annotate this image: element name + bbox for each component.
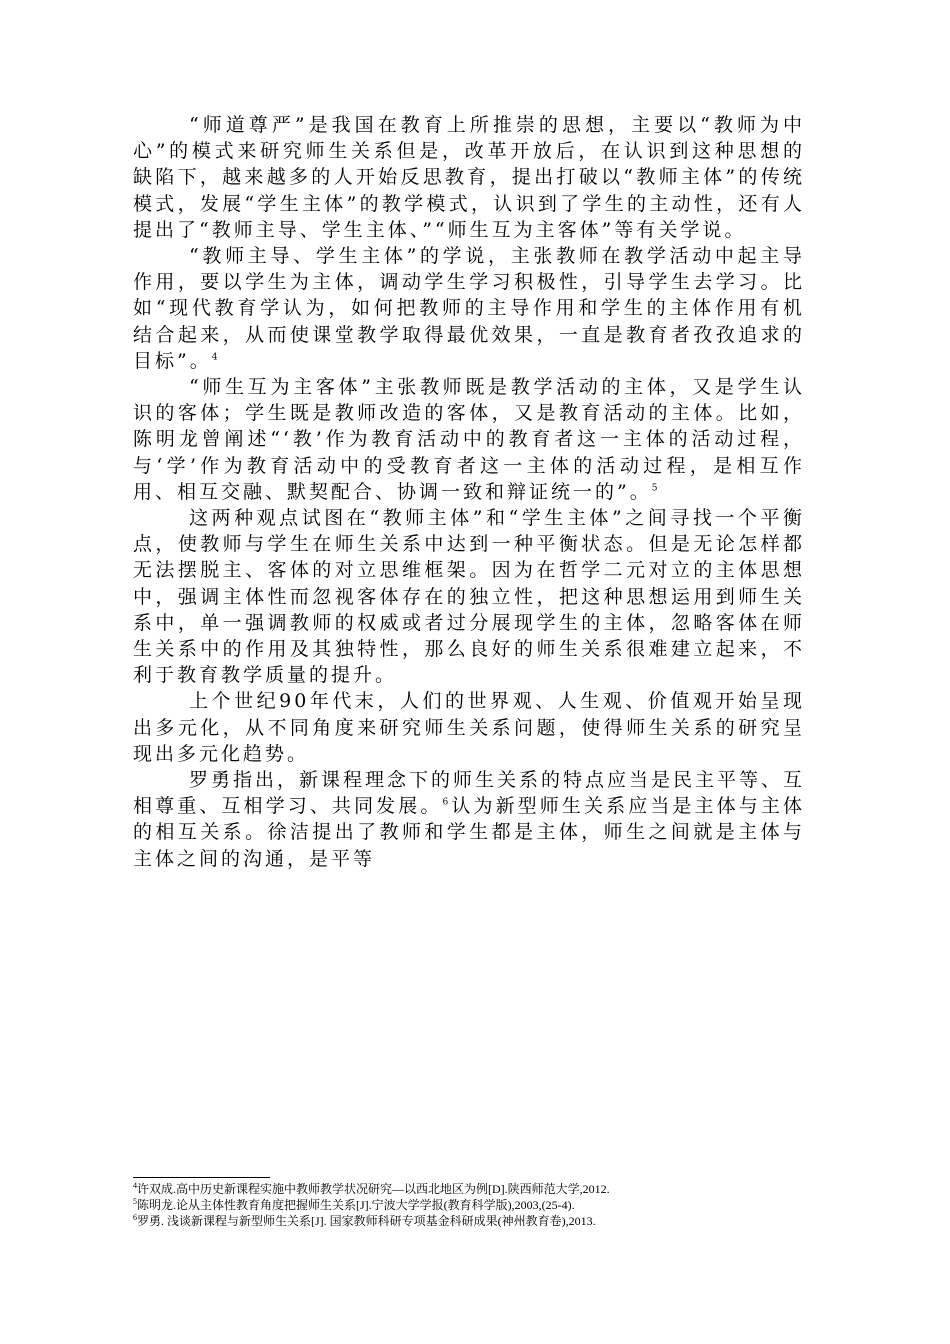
body-paragraph [133,688,805,767]
body-paragraph [133,374,805,505]
footnote [133,1197,833,1213]
footnote-marker: 5 [651,483,661,494]
footnotes [133,1181,833,1229]
footnote [133,1213,833,1229]
body-paragraph [133,112,805,243]
footnote-marker: 6 [442,797,452,808]
footnote-text: 罗勇. 浅谈新课程与新型师生关系[J]. 国家教师科研专项基金科研成果(神州教育卷),2013. [137,1214,596,1228]
body-text [133,112,805,872]
body-paragraph [133,505,805,688]
paragraph-text: 上个世纪90年代末，人们的世界观、人生观、价值观开始呈现出多元化，从不同角度来研究师生关系问题，使得师生关系的研究呈现出多元化趋势。 [133,690,805,765]
footnote [133,1181,833,1197]
footnote-marker: 4 [211,352,221,363]
body-paragraph [133,243,805,374]
footnote-number: 5 [133,1197,137,1206]
footnote-number: 4 [133,1181,137,1190]
paragraph-text: 罗勇指出，新课程理念下的师生关系的特点应当是民主平等、互相尊重、互相学习、共同发展。 [133,769,806,818]
footnote-text: 许双成.高中历史新课程实施中教师教学状况研究—以西北地区为例[D].陕西师范大学,2012. [137,1182,610,1196]
paragraph-text: 这两种观点试图在“教师主体”和“学生主体”之间寻找一个平衡点，使教师与学生在师生关系中达到一种平衡状态。但是无论怎样都无法摆脱主、客体的对立思维框架。因为在哲学二元对立的主体思想中，强调主体性而忽视客体存在的独立性，把这种思想运用到师生关系中，单一强调教师的权威或者过分展现学生的主体，忽略客体在师生关系中的作用及其独特性，那么良好的师生关系很难建立起来，不利于教育教学质量的提升。 [133,507,805,687]
paragraph-text: “教师主导、学生主体”的学说，主张教师在教学活动中起主导作用，要以学生为主体，调动学生学习积极性，引导学生去学习。比如“现代教育学认为，如何把教师的主导作用和学生的主体作用有机结合起来，从而使课堂教学取得最优效果，一直是教育者孜孜追求的目标”。 [133,245,805,372]
footnote-separator [133,1177,270,1178]
body-paragraph [133,767,805,872]
paragraph-text: “师生互为主客体”主张教师既是教学活动的主体，又是学生认识的客体；学生既是教师改造的客体，又是教育活动的主体。比如，陈明龙曾阐述“‘教’作为教育活动中的教育者这一主体的活动过程，与‘学’作为教育活动中的受教育者这一主体的活动过程，是相互作用、相互交融、默契配合、协调一致和辩证统一的”。 [133,376,805,503]
paragraph-text: “师道尊严”是我国在教育上所推崇的思想，主要以“教师为中心”的模式来研究师生关系但是，改革开放后，在认识到这种思想的缺陷下，越来越多的人开始反思教育，提出打破以“教师主体”的传统模式，发展“学生主体”的教学模式，认识到了学生的主动性，还有人提出了“教师主导、学生主体、”“师生互为主客体”等有关学说。 [133,114,805,241]
footnote-number: 6 [133,1213,137,1222]
footnote-text: 陈明龙.论从主体性教育角度把握师生关系[J].宁波大学学报(教育科学版),2003,(25-4). [137,1198,575,1212]
paragraph-text: 认为新型师生关系应当是主体与主体的相互关系。徐洁提出了教师和学生都是主体，师生之间就是主体与主体之间的沟通，是平等 [133,795,805,870]
